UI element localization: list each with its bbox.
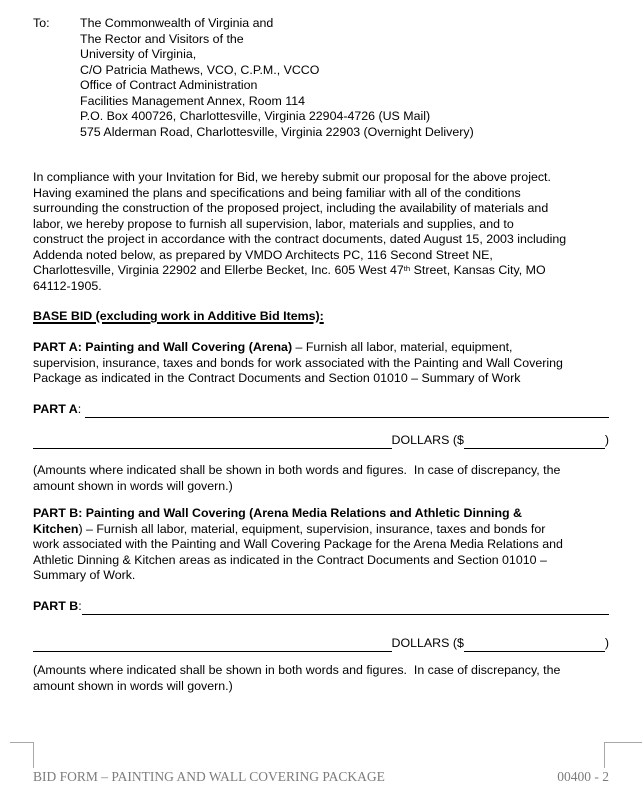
dollars-close-paren: ): [604, 636, 609, 650]
recipient-address-line: The Rector and Visitors of the: [80, 31, 244, 46]
base-bid-heading: BASE BID (excluding work in Additive Bid Items):: [33, 309, 324, 323]
dollars-label: DOLLARS ($: [391, 636, 464, 650]
intro-line: [33, 263, 609, 279]
disclaimer-line: (Amounts where indicated shall be shown in both words and figures. In case of discrepancy, the: [33, 463, 561, 477]
part-b-description-line: Athletic Dinning & Kitchen areas as indicated in the Contract Documents and Section 01010 –: [33, 552, 547, 567]
part-b-title-continued: Kitchen: [33, 521, 79, 536]
intro-line: 64112-1905.: [33, 278, 102, 293]
part-b-amount-words-field: [33, 599, 609, 615]
part-b-description-text: ) – Furnish all labor, material, equipment, supervision, insurance, taxes and bonds for: [78, 521, 546, 536]
intro-line-text: Street, Kansas City, MO: [410, 263, 546, 277]
part-b-description: [33, 506, 609, 584]
footer-page-number: 00400 - 2: [557, 769, 609, 784]
part-b-description-line: [33, 506, 609, 522]
part-b-description-line: Summary of Work.: [33, 568, 136, 582]
amount-disclaimer-b: [33, 663, 609, 694]
part-a-field-label: PART A: [33, 402, 78, 416]
disclaimer-line: amount shown in words will govern.): [33, 678, 233, 693]
recipient-address: [80, 16, 474, 140]
part-a-amount-figures-field: [33, 433, 609, 449]
amount-disclaimer-a: [33, 463, 609, 494]
recipient-address-line: 575 Alderman Road, Charlottesville, Virginia 22903 (Overnight Delivery): [80, 124, 474, 139]
recipient-address-line: Facilities Management Annex, Room 114: [80, 93, 305, 108]
intro-line: Having examined the plans and specifications and being familiar with all of the conditions: [33, 185, 521, 200]
part-b-words-blank-line-2: [33, 651, 392, 652]
recipient-address-line: P.O. Box 400726, Charlottesville, Virginia 22904-4726 (US Mail): [80, 109, 431, 123]
part-b-field-label: PART B: [33, 599, 79, 613]
page-footer: [33, 769, 609, 785]
part-a-field-colon: :: [77, 402, 85, 416]
recipient-block: [33, 16, 609, 140]
part-a-description: [33, 340, 609, 387]
part-b-description-line: work associated with the Painting and Wall Covering Package for the Arena Media Relations and: [33, 537, 563, 551]
part-a-words-blank-line: [85, 417, 609, 418]
part-a-title: PART A: Painting and Wall Covering (Arena): [33, 340, 293, 354]
part-b-figures-blank-line: [464, 651, 605, 652]
intro-line: labor, we hereby propose to furnish all supervision, labor, materials and supplies, and to: [33, 216, 514, 231]
part-b-words-blank-line: [82, 614, 609, 615]
part-b-description-line: [33, 522, 609, 538]
disclaimer-line: (Amounts where indicated shall be shown in both words and figures. In case of discrepancy, the: [33, 663, 561, 677]
intro-paragraph: [33, 170, 609, 294]
intro-line: construct the project in accordance with the contract documents, dated August 15, 2003 including: [33, 232, 567, 246]
part-b-field-colon: :: [78, 599, 82, 613]
part-a-description-line: Package as indicated in the Contract Documents and Section 01010 – Summary of Work: [33, 371, 521, 385]
intro-line-text: Charlottesville, Virginia 22902 and Ellerbe Becket, Inc. 605 West 47: [33, 263, 404, 277]
disclaimer-line: amount shown in words will govern.): [33, 478, 233, 493]
recipient-to-label: To:: [33, 16, 50, 30]
intro-line: Addenda noted below, as prepared by VMDO Architects PC, 116 Second Street NE,: [33, 247, 493, 262]
part-a-description-line: supervision, insurance, taxes and bonds for work associated with the Painting and Wall Covering: [33, 355, 563, 370]
recipient-address-line: C/O Patricia Mathews, VCO, C.P.M., VCCO: [80, 62, 320, 77]
ordinal-superscript: th: [403, 263, 411, 273]
crop-mark-left: [10, 742, 34, 768]
part-b-amount-figures-field: [33, 636, 609, 652]
dollars-label: DOLLARS ($: [391, 433, 464, 447]
part-a-amount-words-field: [33, 402, 609, 418]
intro-line: In compliance with your Invitation for Bid, we hereby submit our proposal for the above project.: [33, 170, 551, 184]
crop-mark-right: [604, 742, 642, 768]
recipient-address-line: University of Virginia,: [80, 47, 197, 61]
footer-document-title: BID FORM – PAINTING AND WALL COVERING PACKAGE: [33, 769, 385, 784]
part-a-description-text: – Furnish all labor, material, equipment,: [292, 340, 513, 354]
dollars-close-paren: ): [604, 433, 609, 447]
intro-line: surrounding the construction of the proposed project, including the availability of materials and: [33, 201, 549, 215]
part-a-description-line: [33, 340, 609, 356]
part-b-title: PART B: Painting and Wall Covering (Arena Media Relations and Athletic Dinning &: [33, 506, 522, 520]
recipient-address-line: The Commonwealth of Virginia and: [80, 16, 274, 30]
part-a-words-blank-line-2: [33, 448, 392, 449]
recipient-address-line: Office of Contract Administration: [80, 78, 258, 92]
part-a-figures-blank-line: [464, 448, 605, 449]
